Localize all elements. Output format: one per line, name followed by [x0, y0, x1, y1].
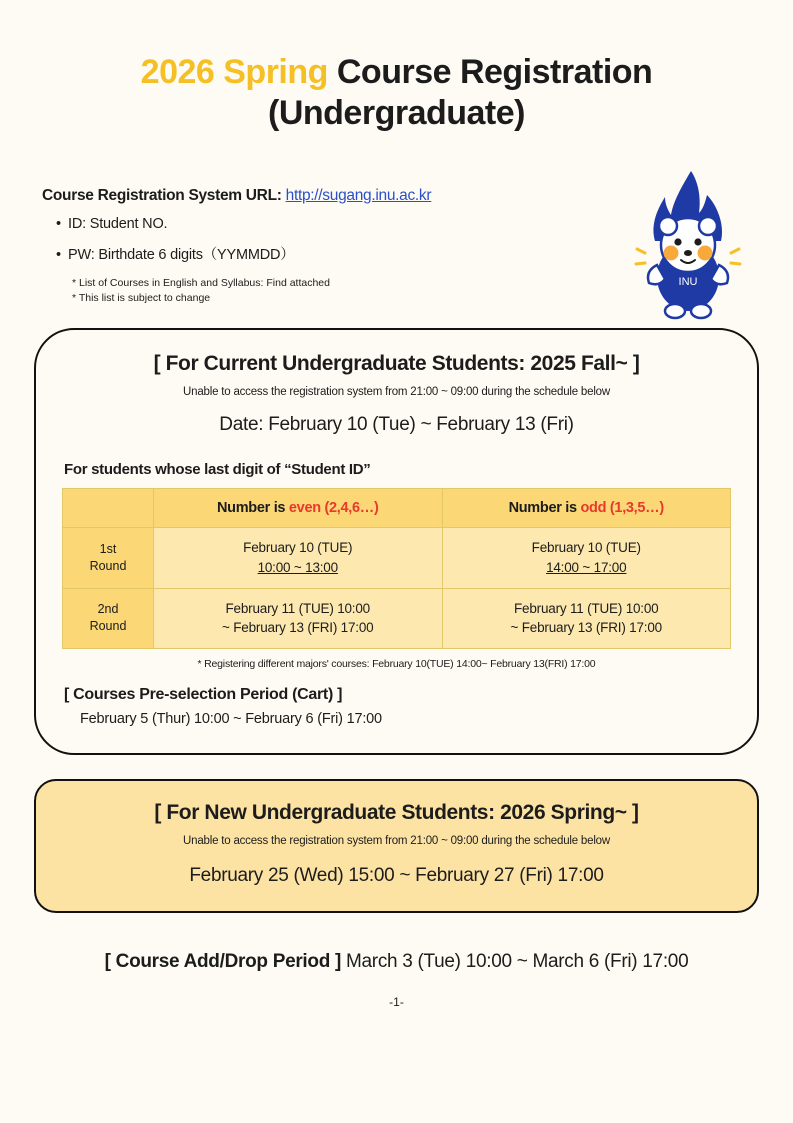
- page-title: [34, 0, 759, 135]
- title-line-2: (Undergraduate): [268, 94, 525, 133]
- table-header-row: [63, 489, 731, 528]
- round-1-odd-cell: [442, 528, 731, 588]
- round-label-2-line1: 2nd: [97, 602, 119, 617]
- cart-period-heading: [ Courses Pre-selection Period (Cart) ]: [64, 685, 343, 703]
- schedule-table-note: * Registering different majors' courses: February 10(TUE) 14:00~ February 13(FRI) 17:00: [197, 657, 596, 670]
- round-2-even-line1: February 11 (TUE) 10:00: [225, 600, 370, 616]
- bullet-icon: •: [56, 246, 61, 263]
- add-drop-period: [34, 951, 759, 973]
- table-row: [63, 528, 731, 588]
- url-separator: :: [276, 186, 286, 204]
- schedule-table-label: For students whose last digit of “Student ID”: [64, 461, 371, 479]
- page-number: -1-: [389, 994, 404, 1009]
- new-students-sub: Unable to access the registration system from 21:00 ~ 09:00 during the schedule below: [183, 834, 610, 847]
- round-label-2-line2: Round: [89, 619, 127, 634]
- round-label-2: [63, 588, 154, 648]
- current-students-heading: [ For Current Undergraduate Students: 2025 Fall~ ]: [153, 352, 640, 376]
- mascot-icon: [629, 169, 747, 329]
- new-students-card: [34, 779, 759, 913]
- table-row: [63, 588, 731, 648]
- round-2-odd-cell: [442, 588, 731, 648]
- title-accent: 2026 Spring: [140, 53, 328, 91]
- round-2-odd-line1: February 11 (TUE) 10:00: [514, 600, 659, 616]
- bullet-icon: •: [56, 215, 61, 232]
- round-2-even-cell: [154, 588, 443, 648]
- svg-text:INU: INU: [678, 275, 698, 288]
- round-1-even-cell: [154, 528, 443, 588]
- round-label-1: [63, 528, 154, 588]
- credential-pw-text: PW: Birthdate 6 digits（YYMMDD）: [68, 246, 295, 263]
- current-students-date: Date: February 10 (Tue) ~ February 13 (Fri): [219, 414, 574, 436]
- intro-note-2: * This list is subject to change: [72, 292, 211, 305]
- round-1-even-line1: February 10 (TUE): [243, 540, 353, 556]
- round-1-odd-line1: February 10 (TUE): [531, 540, 641, 556]
- round-2-even-line2: ~ February 13 (FRI) 17:00: [222, 620, 374, 636]
- header-even-prefix: Number is: [216, 500, 289, 517]
- round-2-odd-line2: ~ February 13 (FRI) 17:00: [510, 620, 662, 636]
- header-odd-accent: odd (1,3,5…): [580, 500, 664, 517]
- current-students-card: [34, 328, 759, 754]
- cart-period-date: February 5 (Thur) 10:00 ~ February 6 (Fri) 17:00: [80, 710, 382, 727]
- add-drop-value: March 3 (Tue) 10:00 ~ March 6 (Fri) 17:00: [341, 950, 689, 972]
- current-students-sub: Unable to access the registration system from 21:00 ~ 09:00 during the schedule below: [183, 386, 610, 399]
- new-students-heading: [ For New Undergraduate Students: 2026 Spring~ ]: [154, 800, 639, 824]
- header-odd-prefix: Number is: [508, 500, 581, 517]
- title-rest: Course Registration: [327, 53, 653, 91]
- table-header-even: [154, 489, 443, 528]
- credential-id-text: ID: Student NO.: [68, 215, 168, 232]
- header-even-accent: even (2,4,6…): [288, 500, 379, 517]
- add-drop-label: [ Course Add/Drop Period ]: [104, 950, 342, 972]
- registration-url-link[interactable]: http://sugang.inu.ac.kr: [285, 186, 432, 204]
- intro-block: [34, 187, 759, 306]
- round-1-odd-line2: 14:00 ~ 17:00: [546, 559, 627, 575]
- intro-note-1: * List of Courses in English and Syllabus: Find attached: [72, 276, 330, 289]
- table-header-odd: [442, 489, 731, 528]
- round-label-1-line1: 1st: [99, 542, 117, 557]
- new-students-date: February 25 (Wed) 15:00 ~ February 27 (Fri) 17:00: [189, 864, 604, 886]
- title-line-1: [34, 52, 759, 93]
- round-label-1-line2: Round: [89, 558, 127, 573]
- round-1-even-line2: 10:00 ~ 13:00: [257, 559, 338, 575]
- registration-url-label: Course Registration System URL: [42, 186, 277, 204]
- table-header-corner: [63, 489, 154, 528]
- schedule-table: [62, 488, 731, 648]
